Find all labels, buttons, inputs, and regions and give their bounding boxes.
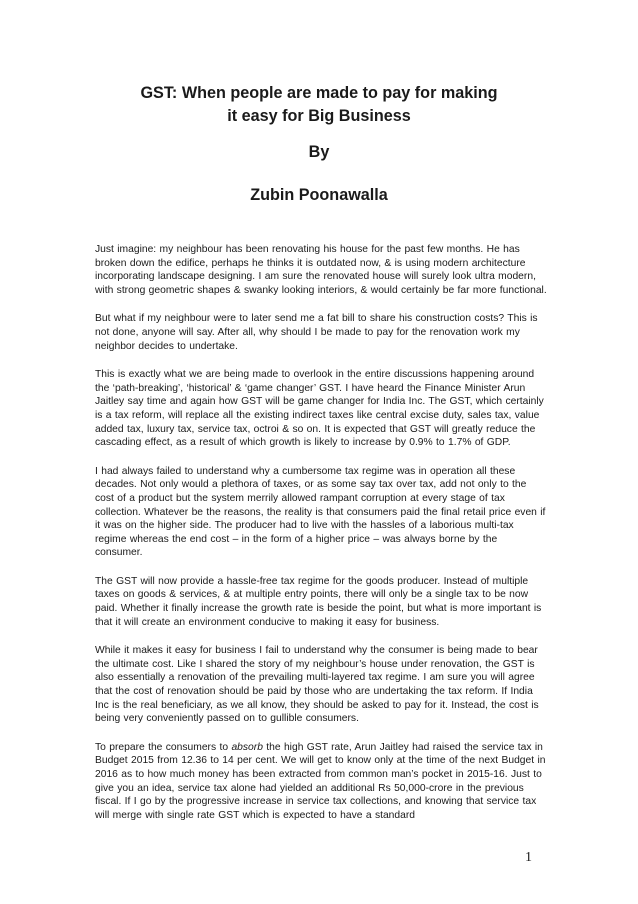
page-number: 1 xyxy=(525,850,532,865)
paragraph-4: I had always failed to understand why a cumbersome tax regime was in operation all these decades. Not only would a plethora of taxes, or as some say tax over tax, add not only to the cost of a product but the system merrily allowed rampant corruption at every stage of tax collection. Whatever be the reasons, the reality is that consumers paid the final retail price even if it was on the higher side. The producer had to live with the hassles of a laborious multi-tax regime whereas the end cost – in the form of a higher price – was always borne by the consumer. xyxy=(95,465,546,559)
article-title xyxy=(80,82,558,128)
paragraph-7 xyxy=(95,741,548,823)
paragraph-6: While it makes it easy for business I fail to understand why the consumer is being made to bear the ultimate cost. Like I shared the story of my neighbour’s house under renovation, the GST is also essentially a renovation of the prevailing multi-layered tax regime. I am sure you will agree that the cost of renovation should be paid by those who are undertaking the tax reform. If India Inc is the real beneficiary, as we all know, they should be asked to pay for it. Instead, the cost is being very conveniently passed on to gullible consumers. xyxy=(95,645,539,725)
paragraph-3: This is exactly what we are being made to overlook in the entire discussions happening around the ‘path-breaking’, ‘historical’ & ‘game changer’ GST. I have heard the Finance Minister Arun Jaitley say time and again how GST will be game changer for India Inc. The GST, which certainly is a tax reform, will replace all the existing indirect taxes like central excise duty, sales tax, value added tax, luxury tax, service tax, octroi & so on. It is expected that GST will greatly reduce the cascading effect, as a result of which growth is likely to increase by 0.9% to 1.7% of GDP. xyxy=(95,369,544,449)
article-title-line-2: it easy for Big Business xyxy=(227,107,411,125)
article-title-line-1: GST: When people are made to pay for making xyxy=(140,84,498,102)
paragraph-2: But what if my neighbour were to later send me a fat bill to share his construction costs? This is not done, anyone will say. After all, why should I be made to pay for the renovation work my neighbor decides to undertake. xyxy=(95,313,538,352)
paragraph-5: The GST will now provide a hassle-free tax regime for the goods producer. Instead of multiple taxes on goods & services, & at multiple entry points, there will only be a single tax to be now paid. Whether it finally increase the growth rate is beside the point, but what is more important is that it will create an environment conducive to making it easy for business. xyxy=(95,575,542,628)
paragraph-7-start: To prepare the consumers to xyxy=(95,741,232,753)
paragraph-1: Just imagine: my neighbour has been renovating his house for the past few months. He has broken down the edifice, perhaps he thinks it is outdated now, & is using modern architecture incorporating landscape designing. I am sure the renovated house will surely look ultra modern, with strong geometric shapes & swanky looking interiors, & would certainly be far more functional. xyxy=(95,244,547,296)
paragraph-7-emphasis: absorb xyxy=(231,741,263,753)
paragraph-7-rest: the high GST rate, Arun Jaitley had raised the service tax in Budget 2015 from 12.36 to 14 per cent. We will get to know only at the time of the next Budget in 2016 as to how much money has been extracted from common man’s pocket in 2015-16. Just to give you an idea, service tax alone had yielded an additional Rs 50,000-crore in the previous fiscal. If I go by the progressive increase in service tax collections, and knowing that service tax will merge with single rate GST which is expected to have a standard xyxy=(95,741,546,821)
article-body xyxy=(95,243,548,837)
author-name: Zubin Poonawalla xyxy=(250,186,388,204)
byline-by: By xyxy=(308,143,330,161)
